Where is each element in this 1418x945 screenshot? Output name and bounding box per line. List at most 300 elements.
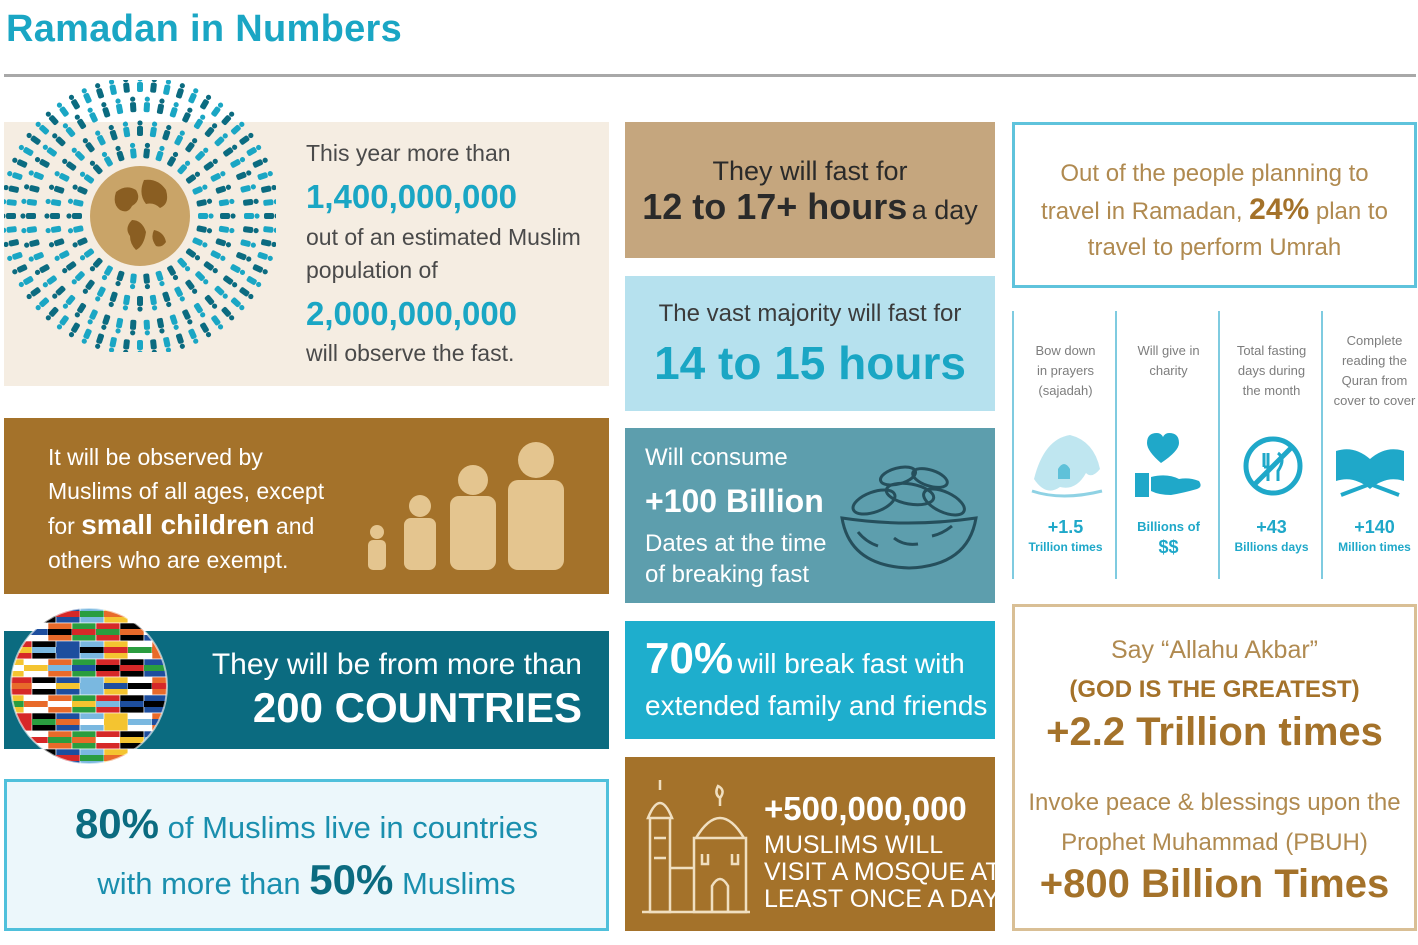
flags-globe-icon [8, 605, 170, 767]
stat-label-line: Total fasting [1236, 343, 1307, 358]
person-figure [240, 239, 257, 249]
stat-prayers [1014, 311, 1117, 579]
person-figure [155, 270, 166, 287]
person-figure [100, 101, 111, 118]
person-figure [199, 94, 212, 111]
person-figure [20, 213, 36, 219]
flag-stripe [128, 683, 152, 689]
person-figure [53, 250, 70, 262]
person-figure [192, 237, 209, 249]
person-figure [115, 318, 124, 334]
stat-label-line: (sajadah) [1038, 383, 1093, 398]
person-figure [44, 110, 59, 126]
flag-stripe [8, 629, 24, 635]
person-figure [56, 315, 70, 331]
person-figure [188, 328, 200, 345]
person-figure [174, 286, 186, 303]
person-figure [53, 170, 70, 182]
person-figure [86, 107, 98, 124]
person-figure [56, 101, 70, 117]
flag-stripe [80, 683, 104, 689]
person-figure [188, 87, 200, 104]
person-figure [86, 309, 98, 326]
prayer-mat-icon [1028, 429, 1106, 503]
charity-heart-hand-icon [1131, 429, 1209, 503]
person-figure [150, 80, 158, 93]
person-figure [66, 213, 82, 219]
travel-line-1: Out of the people planning to [1060, 160, 1369, 187]
person-figure [219, 198, 235, 206]
person-figure [137, 296, 143, 312]
person-figure [122, 121, 130, 137]
person-figure [70, 146, 85, 161]
person-figure [261, 184, 276, 193]
person-figure [18, 275, 35, 288]
person-figure [23, 183, 40, 193]
person-figure [193, 302, 206, 318]
person-figure [246, 275, 263, 288]
person-figure [236, 251, 253, 262]
stat-number: +140 [1354, 517, 1395, 537]
flag-stripe [8, 665, 24, 671]
ages-text [48, 440, 324, 577]
person-figure [263, 226, 276, 234]
person-figure [41, 143, 57, 157]
person-figure [81, 137, 95, 153]
person-figure [67, 225, 84, 234]
person-figure [220, 213, 236, 219]
dates-value: +100 Billion [645, 483, 824, 519]
person-figure [196, 225, 213, 234]
person-figure [122, 339, 130, 352]
stat-label [1222, 341, 1321, 401]
flag-stripe [80, 755, 104, 761]
stat-label [1119, 341, 1218, 381]
fast-line-2 [625, 186, 995, 228]
no-eating-icon [1234, 429, 1312, 503]
flag-stripe [72, 737, 96, 743]
person-figure [210, 101, 224, 117]
allahu-line-2: (GOD IS THE GREATEST) [1069, 676, 1360, 703]
family-line-1 [645, 634, 965, 684]
person-figure [192, 183, 209, 195]
person-figure [48, 238, 65, 249]
flag-stripe [72, 701, 96, 707]
ages-line-2: Muslims of all ages, except [48, 478, 325, 504]
allahu-line-1: Say “Allahu Akbar” [1110, 636, 1319, 664]
flag-stripe [96, 701, 120, 707]
flag-tile [32, 749, 56, 767]
flag-tile [8, 731, 24, 749]
person-figure [169, 314, 180, 331]
person-figure [21, 226, 37, 234]
person-figure [73, 113, 86, 129]
person-figure [79, 170, 95, 184]
flag-stripe [32, 683, 56, 689]
travel-pre: travel in Ramadan, [1041, 198, 1243, 225]
quran-book-icon [1331, 429, 1409, 503]
mosque-text [764, 832, 1001, 913]
family-pct: 70% [645, 634, 734, 683]
person-figure [130, 320, 137, 336]
person-figure [177, 159, 192, 175]
person-figure [6, 170, 23, 181]
stat-value [1014, 517, 1117, 557]
person-figure [130, 96, 137, 112]
person-figure [34, 297, 50, 312]
stat-unit: Billions days [1234, 540, 1309, 554]
person-figure [230, 120, 246, 135]
person-figure [175, 333, 186, 350]
person-figure [101, 265, 114, 282]
person-figure [193, 113, 206, 129]
person-figure [108, 291, 119, 308]
person-figure [72, 237, 89, 249]
stat-number: Billions of [1137, 519, 1200, 534]
travel-text [1012, 156, 1417, 266]
mosque-value: +500,000,000 [764, 790, 967, 827]
stat-value [1117, 517, 1220, 557]
person-figure [155, 145, 166, 162]
person-figure [169, 101, 180, 118]
person-figure [221, 306, 236, 322]
person-figure [185, 279, 199, 295]
person-figure [144, 96, 151, 112]
flag-stripe [80, 611, 104, 617]
fast-line-1: They will fast for [712, 156, 908, 186]
flag-tile [8, 623, 24, 641]
mosque-icon [640, 778, 752, 914]
person-figure [243, 198, 259, 206]
person-figure [210, 315, 224, 331]
countries-line-1: They will be from more than [211, 648, 582, 681]
person-figure [67, 198, 84, 207]
person-figure [70, 270, 85, 285]
live-line-2 [4, 856, 609, 904]
flag-tile [32, 605, 56, 623]
flag-stripe [72, 629, 96, 635]
person-figure [68, 94, 81, 111]
flag-stripe [32, 719, 56, 725]
person-figure [48, 184, 65, 195]
person-figure [150, 121, 158, 137]
ages-post: and [275, 513, 315, 539]
person-figure [4, 239, 19, 248]
travel-pct: 24% [1249, 193, 1310, 226]
person-figure [81, 279, 95, 295]
person-figure [4, 226, 17, 234]
person-figure [61, 157, 77, 171]
person-figure [4, 184, 19, 193]
person-figure [261, 239, 276, 248]
person-figure [163, 80, 172, 95]
fast-suffix: a day [911, 195, 978, 225]
person-figure [129, 273, 137, 289]
flag-stripe [24, 701, 48, 707]
ages-line-4: others who are exempt. [48, 547, 289, 573]
person-figure [45, 226, 61, 234]
person-figure [108, 337, 117, 352]
flag-stripe [56, 683, 80, 689]
flag-stripe [128, 611, 152, 617]
person-figure [143, 143, 151, 159]
majority-line-1: The vast majority will fast for [658, 300, 962, 327]
person-figure [263, 198, 276, 206]
person-figure [215, 184, 232, 195]
stat-value [1220, 517, 1323, 557]
flag-stripe [8, 737, 24, 743]
flag-stripe [8, 755, 32, 761]
person-figure [162, 291, 173, 308]
population-number: 1,400,000,000 [306, 178, 518, 215]
ages-line-3 [48, 508, 324, 543]
person-figure [219, 226, 235, 234]
person-figure [215, 238, 232, 249]
flag-stripe [96, 737, 120, 743]
dates-line-3: of breaking fast [645, 561, 810, 588]
stat-label-line: Quran from [1341, 373, 1408, 388]
person-figure [204, 122, 219, 138]
flag-stripe [152, 611, 170, 617]
flag-tile [8, 749, 32, 767]
person-figure [162, 124, 173, 141]
person-figure [199, 322, 212, 339]
flag-stripe [120, 701, 144, 707]
person-figure [4, 213, 16, 219]
travel-line-3: travel to perform Umrah [1087, 234, 1342, 261]
flag-stripe [48, 737, 72, 743]
person-figure [41, 275, 57, 289]
person-figure [203, 261, 219, 275]
person-figure [264, 213, 276, 219]
live-pct-1: 80% [74, 800, 160, 847]
person-figure [61, 261, 77, 275]
live-text-2: with more than [97, 866, 301, 901]
person-figure [94, 82, 105, 99]
people-ring-icon [4, 80, 276, 352]
person-figure [239, 132, 255, 146]
population-text: out of an estimated Muslim [306, 224, 581, 250]
person-figure [18, 144, 35, 157]
person-figure [79, 248, 95, 262]
title-divider [4, 74, 1416, 77]
person-figure [11, 264, 28, 276]
stat-fasting-days [1220, 311, 1323, 579]
person-figure [185, 248, 201, 262]
flag-tile [8, 605, 32, 623]
person-figure [163, 337, 172, 352]
person-figure [114, 270, 125, 287]
person-figure [51, 285, 66, 300]
person-figure [230, 297, 246, 312]
muslim-population-number: 2,000,000,000 [306, 295, 518, 332]
person-figure [214, 285, 229, 300]
person-figure [4, 198, 17, 206]
flag-stripe [120, 629, 144, 635]
person-figure [45, 198, 61, 206]
population-text-3: will observe the fast. [306, 340, 515, 366]
person-figure [44, 306, 59, 322]
person-figure [21, 198, 37, 206]
person-figure [137, 340, 143, 352]
person-figure [88, 257, 103, 273]
person-figure [194, 146, 209, 161]
person-figure [198, 213, 214, 219]
page-title: Ramadan in Numbers [6, 8, 403, 50]
person-figure [34, 156, 51, 169]
travel-post: plan to [1315, 198, 1388, 225]
population-intro: This year more than [306, 140, 511, 166]
flag-stripe [48, 701, 72, 707]
flag-stripe [96, 629, 120, 635]
flag-stripe [96, 665, 120, 671]
person-figure [150, 295, 158, 311]
flag-stripe [128, 647, 152, 653]
mosque-line-1: MUSLIMS WILL [764, 831, 944, 859]
flag-stripe [104, 647, 128, 653]
person-figure [222, 143, 238, 157]
person-figure [257, 170, 274, 181]
mosque-line-2: VISIT A MOSQUE AT [764, 858, 1001, 886]
stat-label-line: Will give in [1137, 343, 1200, 358]
live-line-1 [4, 800, 609, 848]
live-pct-2: 50% [309, 856, 394, 903]
person-figure [174, 129, 186, 146]
person-figure [44, 213, 60, 219]
person-figure [88, 159, 103, 175]
flag-stripe [128, 719, 152, 725]
person-figure [61, 294, 76, 310]
stat-label-line: reading the [1341, 353, 1408, 368]
stat-unit: $$ [1158, 537, 1179, 557]
person-figure [166, 265, 179, 282]
flag-stripe [32, 647, 56, 653]
flag-stripe [48, 629, 72, 635]
person-figure [68, 322, 81, 339]
stat-label-line: charity [1149, 363, 1188, 378]
person-figure [114, 145, 125, 162]
majority-hours-value: 14 to 15 hours [654, 337, 966, 389]
flag-stripe [48, 665, 72, 671]
flag-tile [144, 731, 168, 749]
person-figure [246, 144, 263, 157]
salawat-line-2: Prophet Muhammad (PBUH) [1061, 829, 1368, 856]
stat-label [1016, 341, 1115, 401]
flag-stripe [80, 647, 104, 653]
person-figure [122, 80, 130, 93]
person-figure [177, 257, 192, 273]
flag-stripe [56, 719, 80, 725]
person-figure [196, 198, 213, 207]
person-figure [28, 251, 45, 262]
family-text-1: will break fast with [737, 648, 965, 679]
person-figure [122, 295, 130, 311]
person-figure [214, 132, 229, 147]
fast-hours-value: 12 to 17+ hours [642, 186, 908, 227]
person-figure [129, 143, 137, 159]
person-figure [257, 251, 274, 262]
stat-label-line: Complete [1346, 333, 1403, 348]
person-figure [210, 170, 227, 182]
stat-number: +43 [1256, 517, 1287, 537]
person-figure [182, 309, 194, 326]
stat-quran [1323, 311, 1417, 579]
person-figure [100, 314, 111, 331]
flag-stripe [120, 737, 144, 743]
person-figure [143, 273, 151, 289]
person-figure [34, 264, 51, 277]
flag-stripe [72, 665, 96, 671]
person-figure [80, 87, 92, 104]
salawat-line-1: Invoke peace & blessings upon the [1028, 789, 1401, 816]
population-text-2: population of [306, 257, 438, 283]
travel-line-2 [1012, 192, 1417, 230]
person-figure [150, 339, 158, 352]
dates-line-1: Will consume [645, 444, 788, 471]
flag-stripe [104, 683, 128, 689]
person-figure [221, 110, 236, 126]
person-figure [73, 302, 86, 318]
stat-unit: Trillion times [1028, 540, 1103, 554]
flag-stripe [80, 719, 104, 725]
person-figure [94, 286, 106, 303]
person-figure [236, 169, 253, 180]
flag-stripe [128, 755, 152, 761]
person-figure [185, 137, 199, 153]
person-figure [115, 98, 124, 114]
person-figure [6, 251, 23, 262]
person-figure [157, 318, 166, 334]
stat-label-line: in prayers [1036, 363, 1095, 378]
person-figure [240, 183, 257, 193]
stat-unit: Million times [1338, 540, 1411, 554]
stat-label-line: the month [1242, 383, 1301, 398]
person-figure [222, 275, 238, 289]
person-figure [108, 80, 117, 95]
family-ages-icon [360, 440, 570, 574]
flag-stripe [8, 701, 24, 707]
ages-line-1: It will be observed by [48, 444, 263, 470]
person-figure [51, 132, 66, 147]
stat-label-line: cover to cover [1333, 393, 1416, 408]
person-figure [34, 120, 50, 135]
person-figure [185, 170, 201, 184]
person-figure [166, 151, 179, 168]
person-figure [203, 157, 219, 171]
person-figure [11, 156, 28, 168]
person-figure [175, 82, 186, 99]
flag-stripe [8, 611, 32, 617]
countries-count: 200 COUNTRIES [252, 684, 582, 731]
person-figure [80, 328, 92, 345]
person-figure [230, 156, 247, 169]
person-figure [239, 286, 255, 300]
allahu-value: +2.2 Trillion times [1046, 710, 1383, 754]
person-figure [25, 286, 41, 300]
person-figure [101, 151, 114, 168]
stat-charity [1117, 311, 1220, 579]
person-figure [61, 122, 76, 138]
person-figure [244, 213, 260, 219]
stat-number: +1.5 [1047, 517, 1084, 537]
person-figure [144, 320, 151, 336]
stat-label-line: Bow down [1035, 343, 1096, 358]
person-figure [204, 294, 219, 310]
stat-label-line: days during [1237, 363, 1306, 378]
person-figure [194, 270, 209, 285]
flag-stripe [152, 755, 170, 761]
person-figure [137, 80, 143, 92]
